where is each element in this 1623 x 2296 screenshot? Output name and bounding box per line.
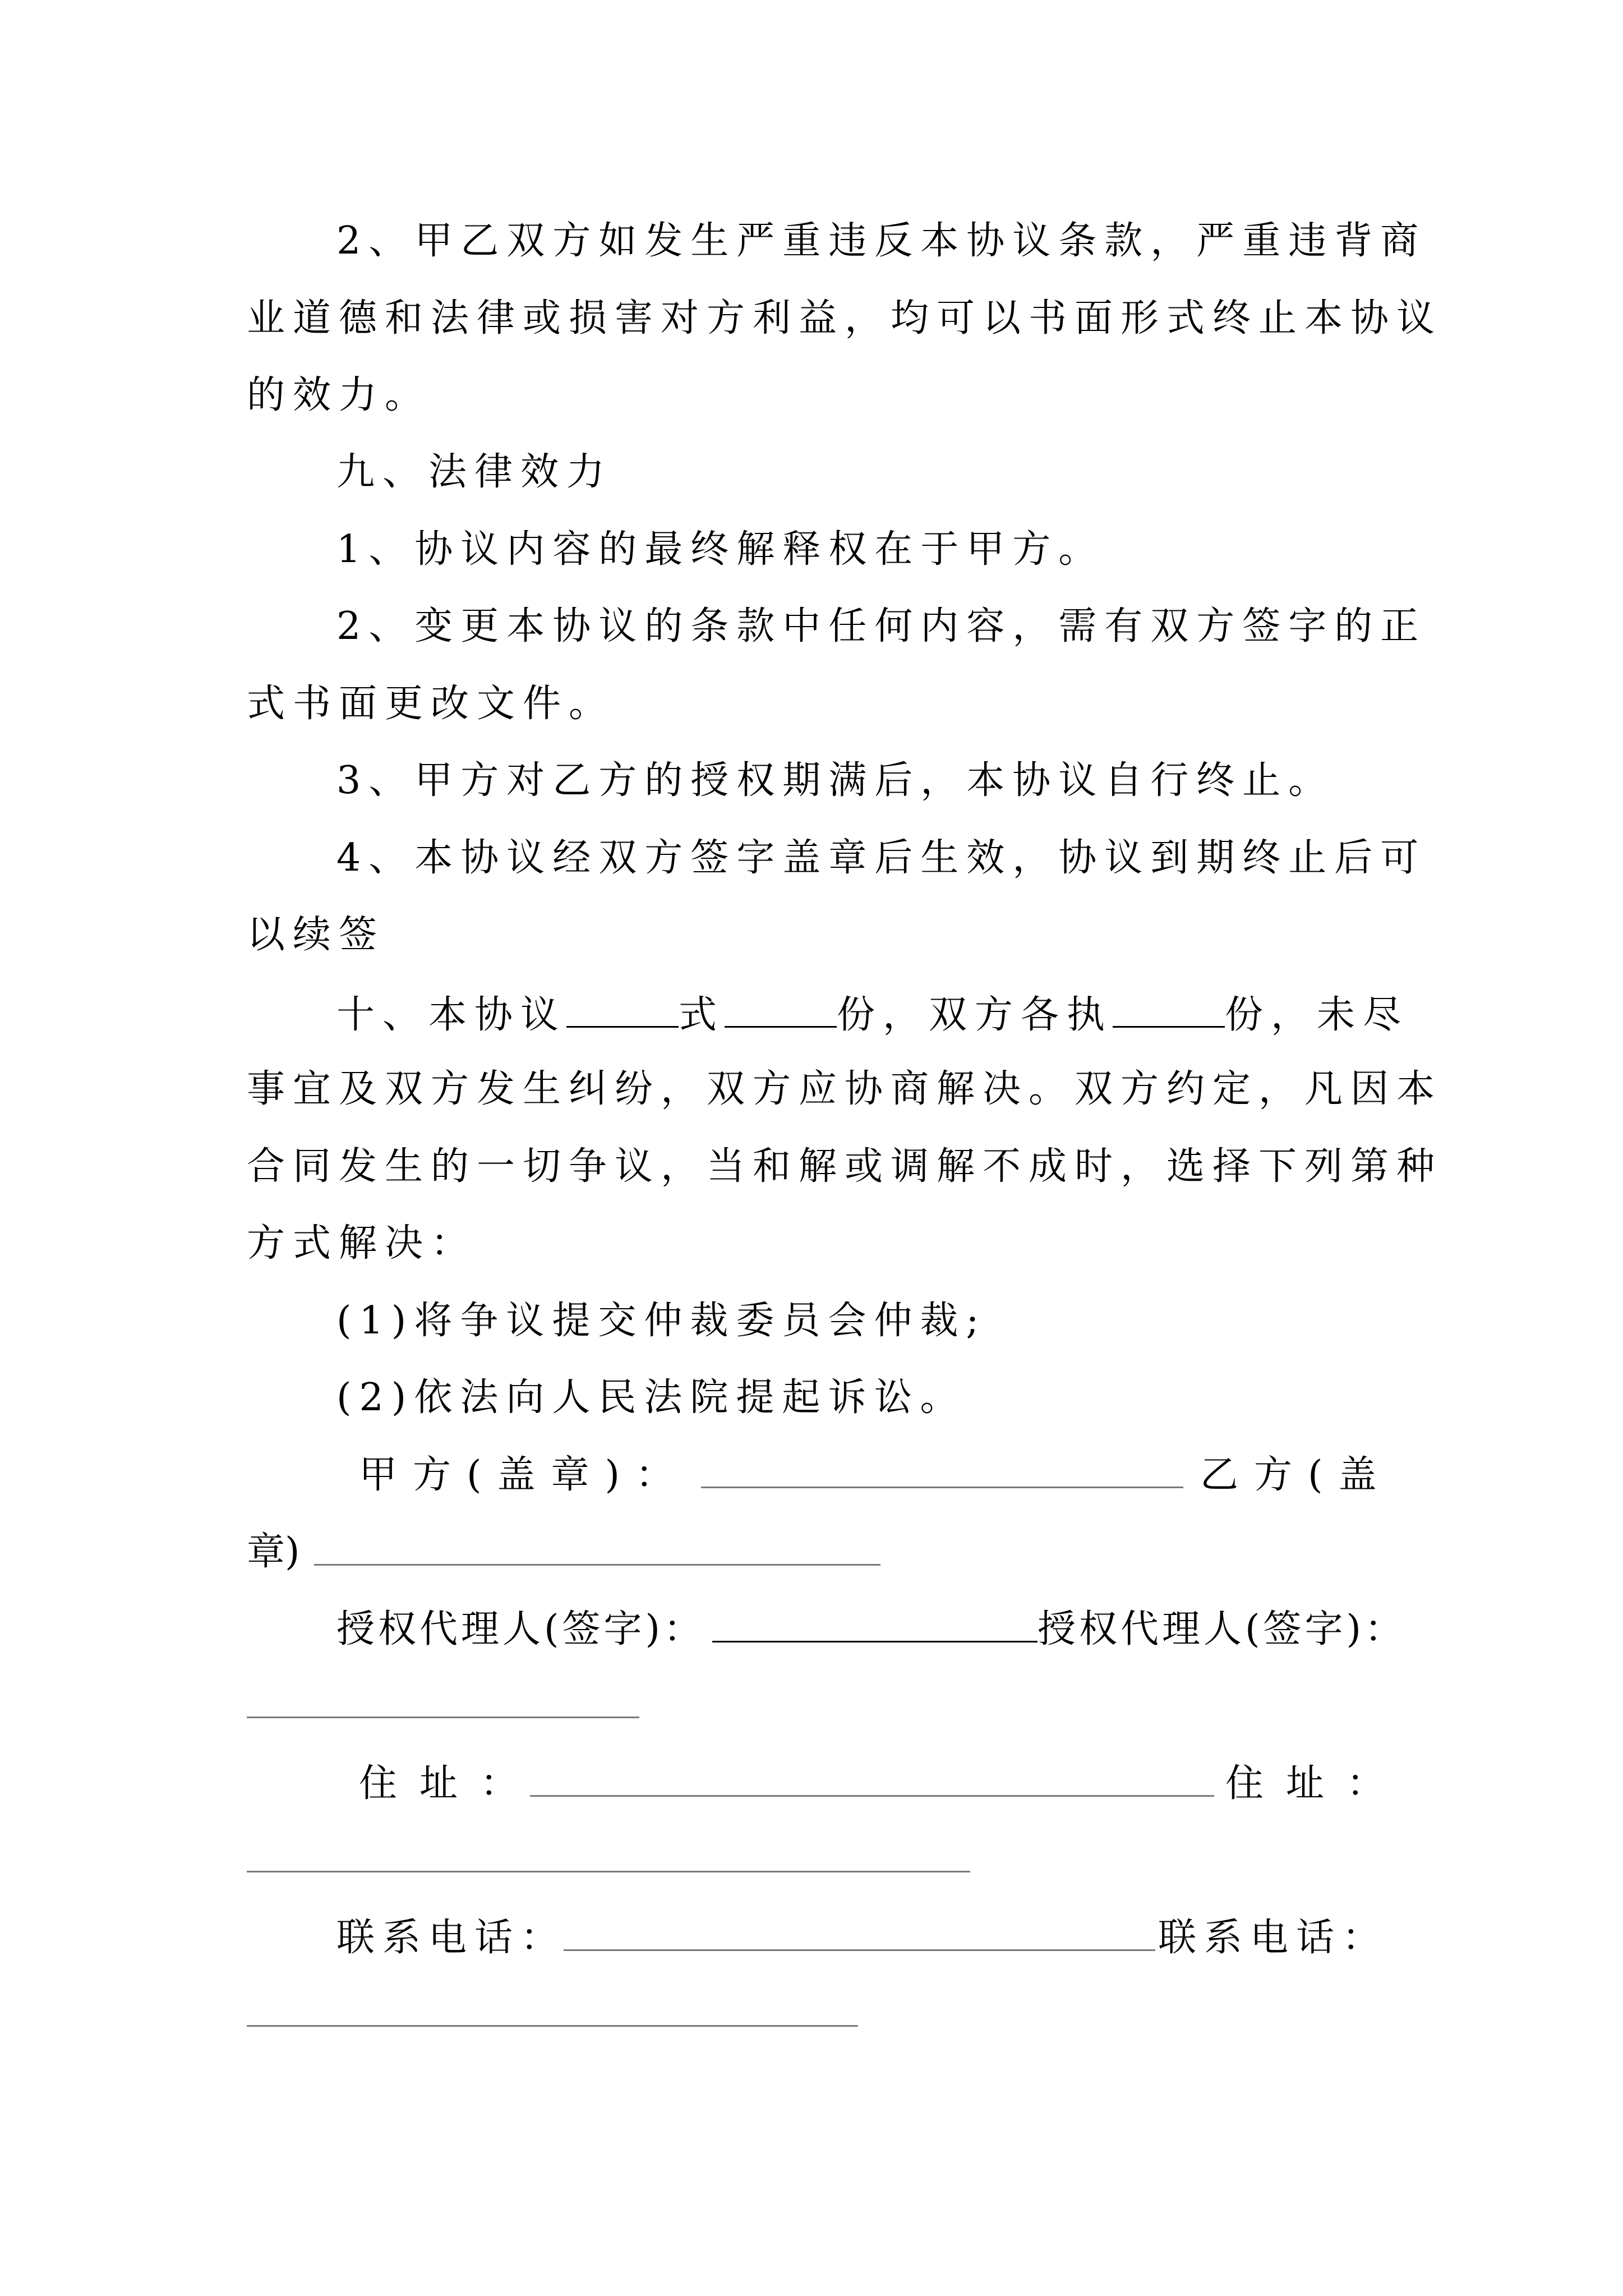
paragraph-line: 业道德和法律或损害对方利益，均可以书面形式终止本协议 (247, 296, 1443, 341)
paragraph-line: 1、协议内容的最终解释权在于甲方。 (336, 527, 1105, 572)
address-b-label: 住址： (1225, 1761, 1408, 1806)
paragraph-line: 的效力。 (247, 373, 431, 417)
party-b-seal-blank[interactable] (314, 1564, 880, 1566)
agent-b-label: 授权代理人(签字)： (1038, 1607, 1407, 1651)
copies-total-blank[interactable] (566, 990, 679, 1028)
agent-a-label: 授权代理人(签字)： (336, 1607, 706, 1651)
clause-10-text: 十、本协议 (336, 993, 567, 1037)
phone-b-label: 联系电话： (1158, 1916, 1389, 1960)
paragraph-line: 式书面更改文件。 (247, 682, 615, 726)
option-item: (1)将争议提交仲裁委员会仲裁; (336, 1299, 987, 1343)
paragraph-line: 事宜及双方发生纠纷，双方应协商解决。双方约定，凡因本 (247, 1067, 1443, 1111)
address-b-blank[interactable] (247, 1871, 970, 1872)
address-a-blank[interactable] (530, 1795, 1214, 1797)
copies-count-blank[interactable] (725, 990, 837, 1028)
phone-a-blank[interactable] (564, 1949, 1155, 1951)
party-b-seal-label: 乙方(盖 (1200, 1453, 1393, 1497)
clause-10-text: 式 (679, 993, 725, 1037)
paragraph-line: 2、变更本协议的条款中任何内容，需有双方签字的正 (336, 604, 1427, 648)
phone-a-label: 联系电话： (336, 1916, 567, 1960)
agent-b-blank[interactable] (247, 1717, 639, 1718)
clause-10-line (336, 990, 1409, 1038)
paragraph-line: 2、甲乙双方如发生严重违反本协议条款，严重违背商 (336, 219, 1427, 263)
party-a-seal-blank[interactable] (701, 1487, 1183, 1488)
party-a-seal-label: 甲方(盖章)： (359, 1453, 690, 1497)
paragraph-line: 合同发生的一切争议，当和解或调解不成时，选择下列第种 (247, 1144, 1443, 1189)
option-item: (2)依法向人民法院提起诉讼。 (336, 1375, 966, 1420)
phone-b-blank[interactable] (247, 2025, 858, 2027)
paragraph-line: 以续签 (247, 913, 385, 957)
clause-10-text: 份，双方各执 (837, 993, 1113, 1037)
address-a-label: 住址： (359, 1761, 541, 1806)
copies-each-blank[interactable] (1113, 990, 1225, 1028)
section-heading: 九、法律效力 (336, 450, 613, 494)
clause-10-text: 份，未尽 (1225, 993, 1409, 1037)
paragraph-line: 4、本协议经双方签字盖章后生效，协议到期终止后可 (336, 836, 1427, 880)
paragraph-line: 3、甲方对乙方的授权期满后，本协议自行终止。 (336, 758, 1335, 803)
paragraph-line: 方式解决： (247, 1221, 477, 1266)
agent-a-blank[interactable] (712, 1641, 1038, 1642)
party-b-seal-label: 章) (247, 1530, 300, 1574)
